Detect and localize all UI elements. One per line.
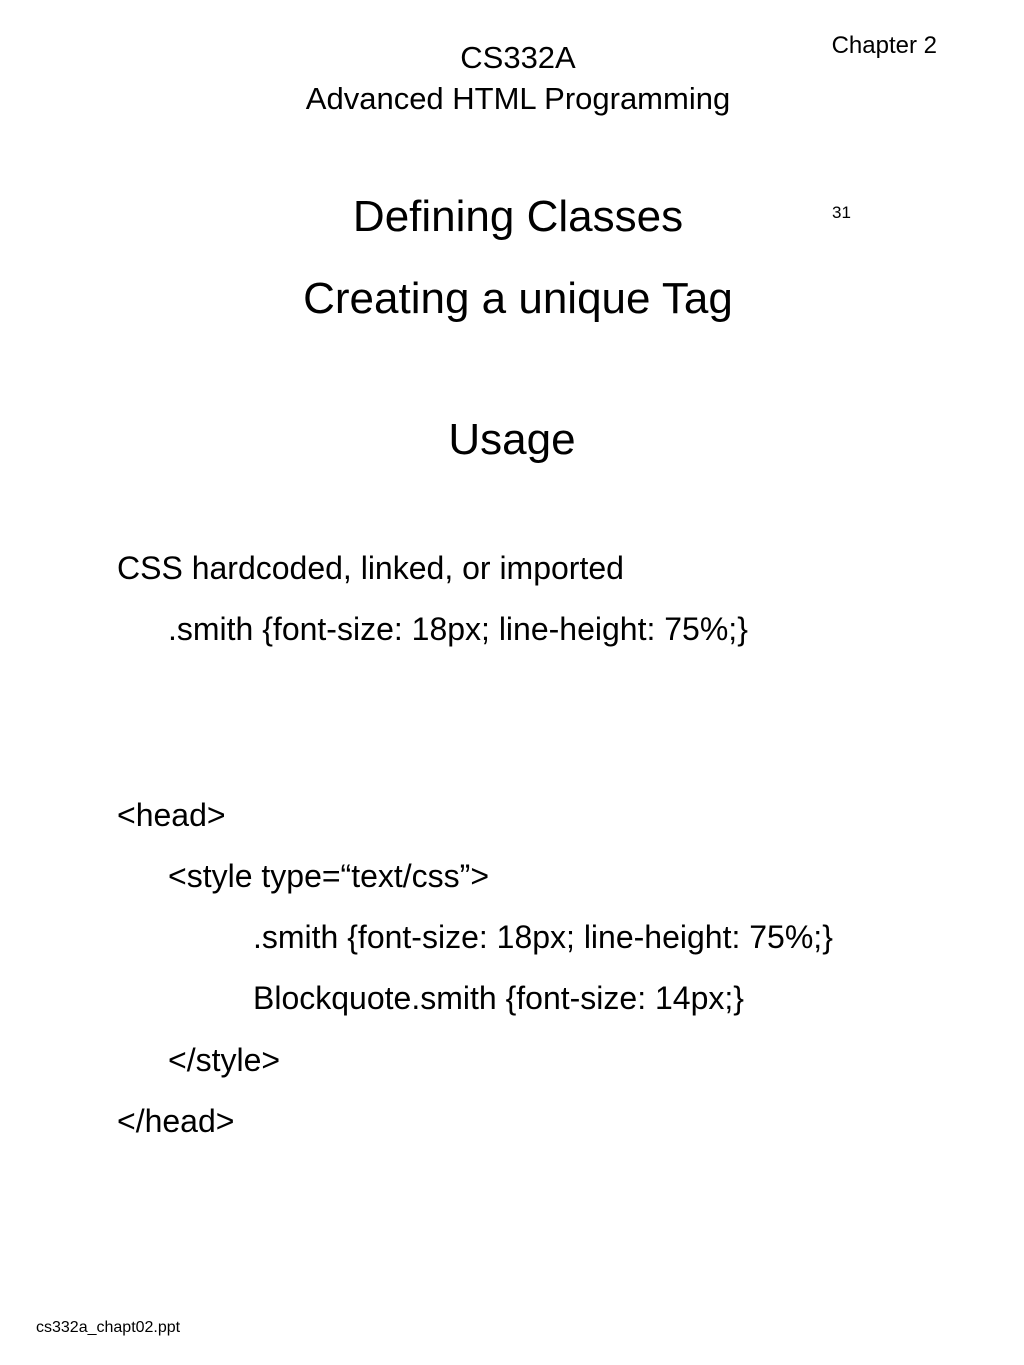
code-line: </head> xyxy=(117,1103,235,1139)
chapter-label: Chapter 2 xyxy=(831,32,937,59)
section-heading: Usage xyxy=(448,415,576,464)
code-line: Blockquote.smith {font-size: 14px;} xyxy=(253,980,744,1016)
footer-filename: cs332a_chapt02.ppt xyxy=(36,1319,181,1336)
page-number: 31 xyxy=(832,203,851,222)
course-title: Advanced HTML Programming xyxy=(305,81,731,116)
slide-subtitle: Creating a unique Tag xyxy=(303,274,733,323)
code-line: .smith {font-size: 18px; line-height: 75%;} xyxy=(253,919,833,955)
slide-title: Defining Classes xyxy=(352,192,684,241)
course-code: CS332A xyxy=(460,40,576,75)
body-line: CSS hardcoded, linked, or imported xyxy=(117,550,624,586)
code-line: .smith {font-size: 18px; line-height: 75%;} xyxy=(168,611,748,647)
code-line: <style type=“text/css”> xyxy=(168,858,490,894)
code-line: </style> xyxy=(168,1042,281,1078)
code-line: <head> xyxy=(117,797,226,833)
